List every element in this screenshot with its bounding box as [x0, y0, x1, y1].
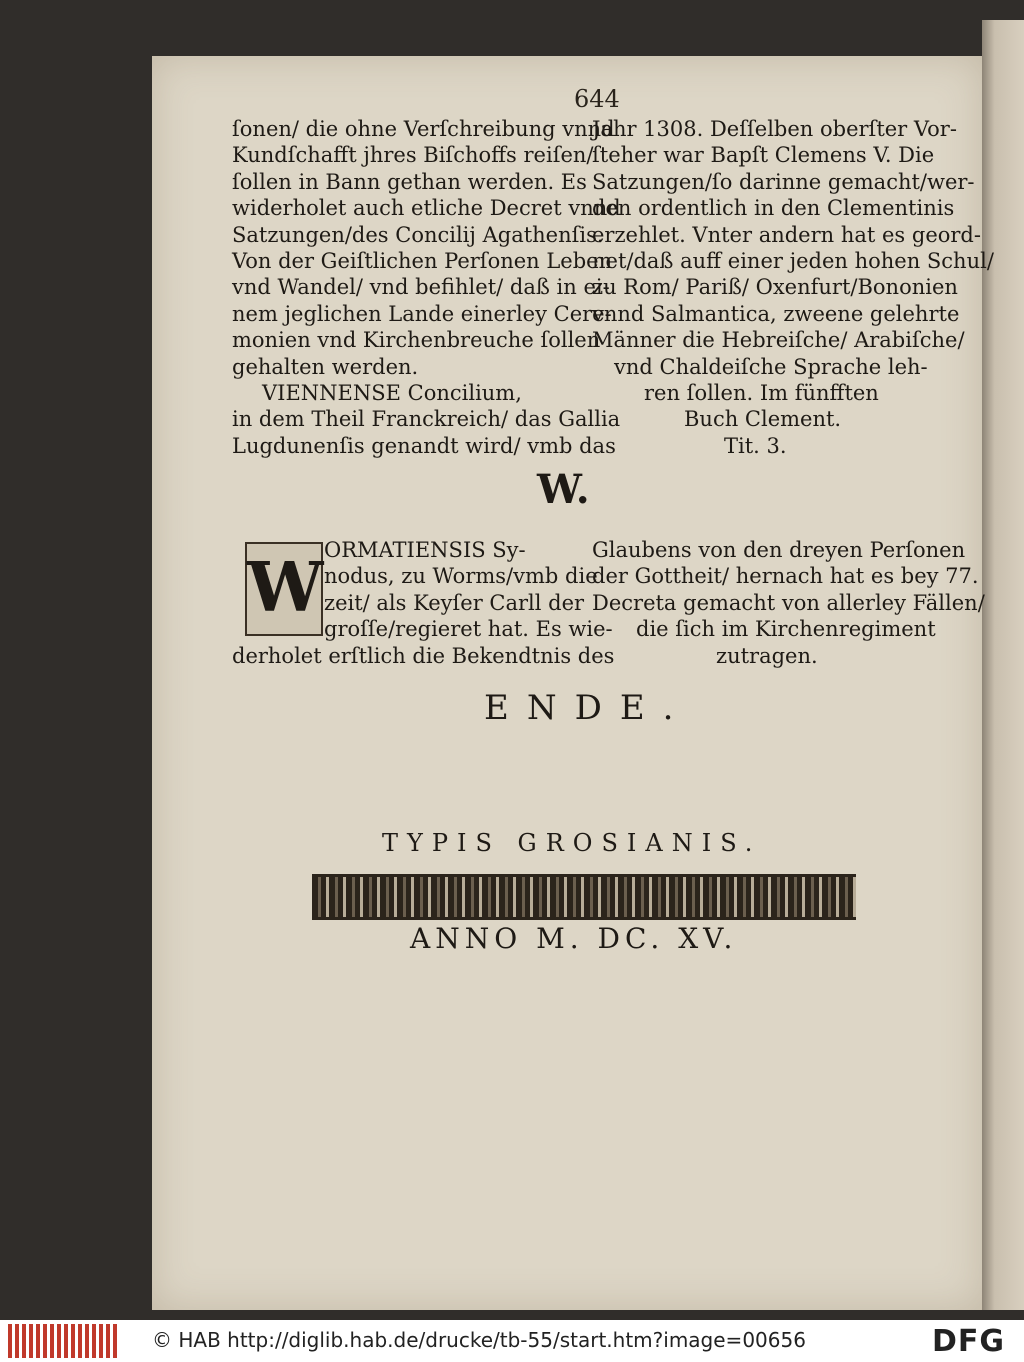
text-line: in dem Theil Franckreich/ das Gallia — [232, 407, 621, 432]
text-line: vnd Chaldeiſche Sprache leh- — [614, 354, 928, 379]
ende-heading: ENDE. — [484, 688, 692, 728]
text-line: der Gottheit/ hernach hat es bey 77. — [592, 564, 979, 589]
text-line: den ordentlich in den Clementinis — [592, 196, 955, 221]
printer-imprint: TYPIS GROSIANIS. — [382, 829, 762, 857]
text-line: widerholet auch etliche Decret vnnd — [232, 196, 621, 221]
text-line: VIENNENSE Concilium, — [262, 380, 522, 405]
right-column-bottom — [592, 537, 985, 669]
text-line: Glaubens von den dreyen Perſonen — [592, 538, 966, 562]
dfg-logo: DFG — [932, 1324, 1006, 1359]
decorative-ornament-band — [312, 874, 856, 920]
text-line: zeit/ als Keyſer Carll der — [324, 590, 585, 615]
text-line: Kundſchafft jhres Biſchoffs reiſen/ — [232, 143, 594, 168]
text-line: Jahr 1308. Deſſelben oberſter Vor- — [592, 117, 957, 141]
text-line: zutragen. — [716, 643, 818, 668]
section-heading: W. — [537, 466, 590, 513]
right-column-top — [592, 116, 994, 459]
text-line: ſollen in Bann gethan werden. Es — [232, 169, 587, 194]
footer-copyright-link[interactable]: © HAB http://diglib.hab.de/drucke/tb-55/start.htm?image=00656 — [152, 1328, 806, 1352]
text-line: nodus, zu Worms/vmb die — [324, 564, 598, 589]
hab-logo-icon — [8, 1324, 120, 1358]
text-line: zu Rom/ Pariß/ Oxenfurt/Bononien — [592, 275, 958, 300]
text-line: die ſich im Kirchenregiment — [636, 617, 936, 642]
text-line: Buch Clement. — [684, 407, 842, 432]
text-line: groſſe/regieret hat. Es wie- — [324, 617, 613, 642]
text-line: erzehlet. Vnter andern hat es geord- — [592, 222, 981, 247]
publication-year: ANNO M. DC. XV. — [410, 922, 738, 955]
left-column-top — [232, 116, 621, 459]
decorated-initial: W — [245, 542, 323, 636]
text-line: Von der Geiſtlichen Perſonen Leben — [232, 248, 613, 273]
text-line: nem jeglichen Lande einerley Cere- — [232, 301, 612, 326]
text-line: ORMATIENSIS Sy- — [324, 538, 526, 562]
text-line: monien vnd Kirchenbreuche ſollen — [232, 328, 601, 353]
text-line: Decreta gemacht von allerley Fällen/ — [592, 590, 985, 615]
text-line: vnd Wandel/ vnd befihlet/ daß in ei- — [232, 275, 610, 300]
text-line: Satzungen/ſo darinne gemacht/wer- — [592, 169, 975, 194]
text-line: Männer die Hebreiſche/ Arabiſche/ — [592, 328, 965, 353]
text-line: Tit. 3. — [724, 433, 787, 458]
text-line: ren ſollen. Im fünfften — [644, 380, 879, 405]
text-line: Lugdunenſis genandt wird/ vmb das — [232, 433, 616, 458]
text-line: ſteher war Bapſt Clemens V. Die — [592, 143, 935, 168]
footer-bar — [0, 1320, 1024, 1362]
page-number: 644 — [574, 85, 620, 113]
left-column-bottom — [232, 537, 614, 669]
text-line: net/daß auff einer jeden hohen Schul/ — [592, 248, 994, 273]
text-line: Satzungen/des Concilij Agathenſis. — [232, 222, 604, 247]
text-line: derholet erſtlich die Bekendtnis des — [232, 643, 615, 668]
text-line: gehalten werden. — [232, 354, 419, 379]
text-line: vnnd Salmantica, zweene gelehrte — [592, 301, 960, 326]
text-line: ſonen/ die ohne Verſchreibung vnnd — [232, 117, 615, 141]
